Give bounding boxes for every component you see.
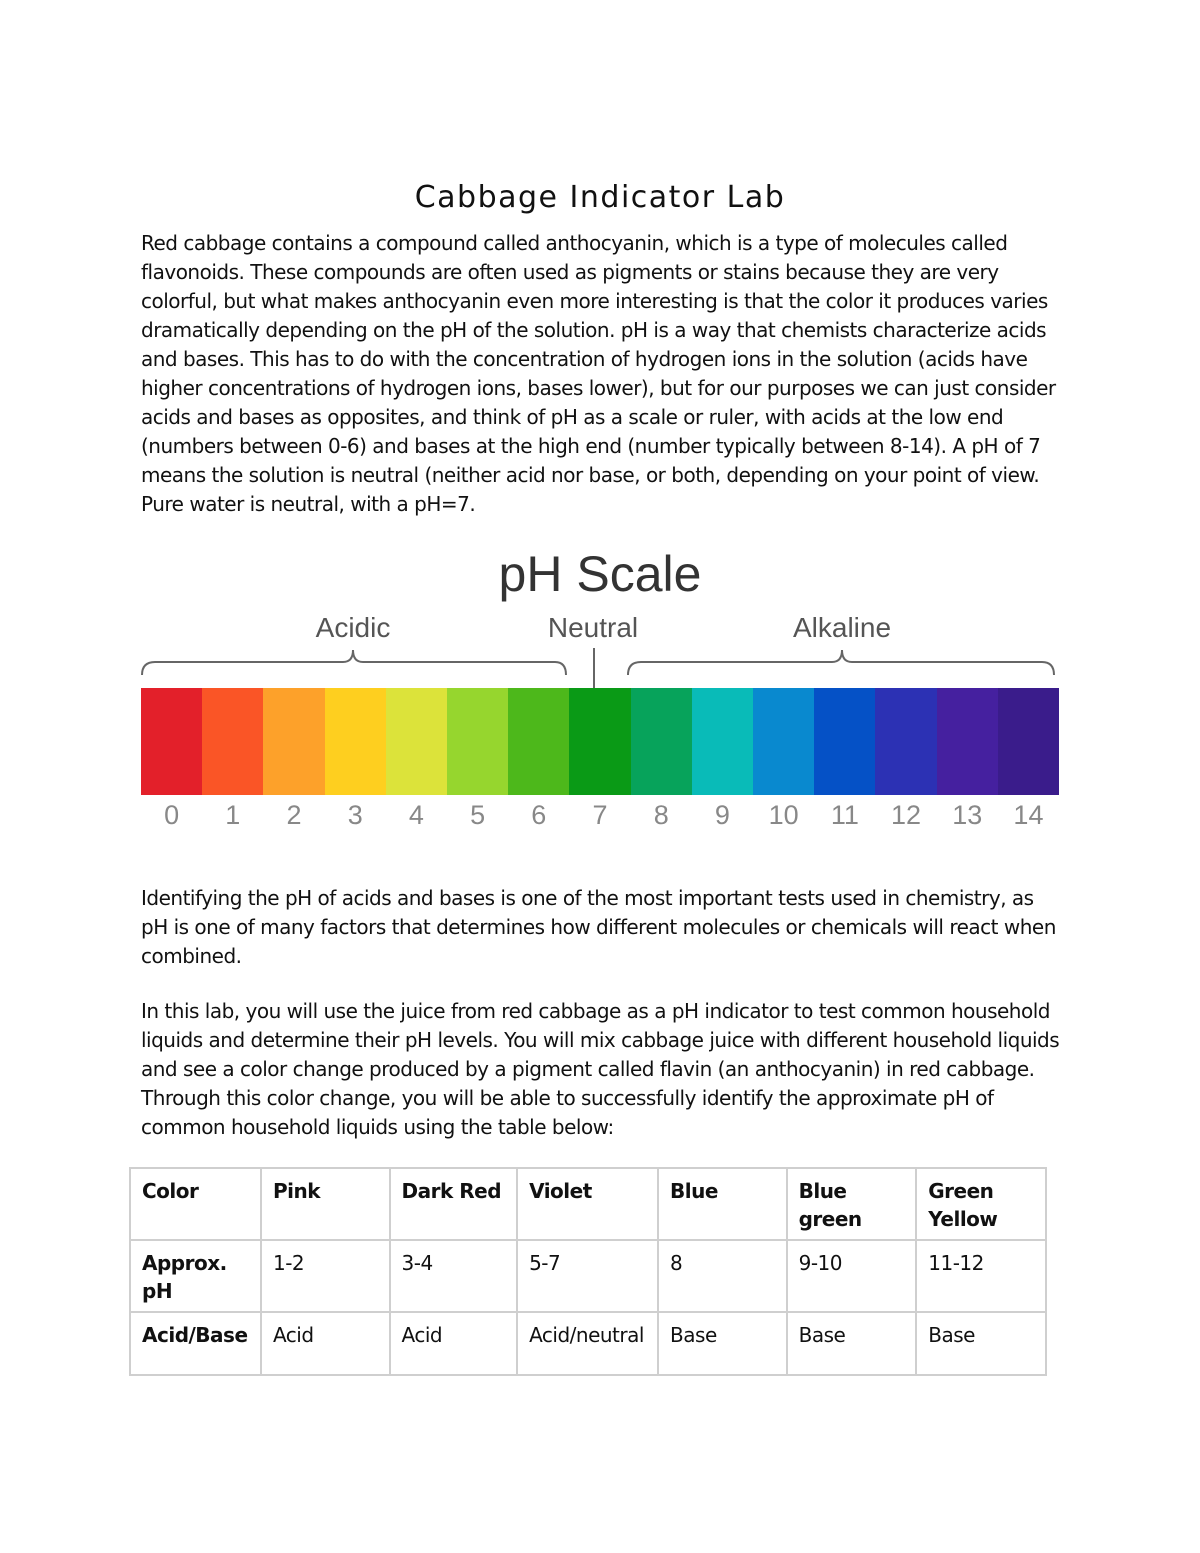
ph-segment <box>386 688 447 795</box>
ph-segment <box>508 688 569 795</box>
table-cell: Acid/neutral <box>517 1312 658 1375</box>
acidic-label: Acidic <box>315 612 391 643</box>
ph-tick-label: 5 <box>470 800 486 830</box>
ph-tick-label: 2 <box>286 800 302 830</box>
table-cell: 1-2 <box>261 1240 390 1312</box>
table-cell: Dark Red <box>390 1168 518 1240</box>
indicator-table <box>129 1167 1047 1376</box>
table-cell: Acid <box>261 1312 390 1375</box>
table-cell: Acid <box>390 1312 518 1375</box>
ph-segment <box>325 688 386 795</box>
intro-paragraph: Red cabbage contains a compound called anthocyanin, which is a type of molecules called flavonoids. These compounds are often used as pigments or stains because they are very colorful, but what makes anthocyanin even more interesting is that the color it produces varies dramatically depending on the pH of the solution. pH is a way that chemists characterize acids and bases. This has to do with the concentration of hydrogen ions in the solution (acids have higher concentrations of hydrogen ions, bases lower), but for our purposes we can just consider acids and bases as opposites, and think of pH as a scale or ruler, with acids at the low end (numbers between 0-6) and bases at the high end (number typically between 8-14). A pH of 7 means the solution is neutral (neither acid nor base, or both, depending on your point of view. Pure water is neutral, with a pH=7. <box>141 231 1056 516</box>
ph-segment <box>202 688 263 795</box>
ph-segment <box>631 688 692 795</box>
table-cell: Base <box>787 1312 917 1375</box>
table-cell: 11-12 <box>916 1240 1046 1312</box>
alkaline-brace <box>628 650 1054 675</box>
neutral-label: Neutral <box>547 612 639 643</box>
ph-tick-label: 6 <box>531 800 547 830</box>
ph-segment <box>692 688 753 795</box>
page-title: Cabbage Indicator Lab <box>414 180 786 216</box>
table-cell: Pink <box>261 1168 390 1240</box>
ph-tick-label: 7 <box>592 800 608 830</box>
ph-segment <box>263 688 324 795</box>
range-braces <box>130 540 1070 690</box>
ph-tick-labels <box>141 795 1059 835</box>
table-cell: Violet <box>517 1168 658 1240</box>
ph-tick-label: 0 <box>164 800 180 830</box>
ph-color-bar <box>141 688 1059 795</box>
table-row-header: Color <box>130 1168 261 1240</box>
table-cell: Blue green <box>787 1168 917 1240</box>
ph-segment <box>937 688 998 795</box>
table-row <box>130 1168 1046 1240</box>
ph-scale-figure <box>130 540 1070 840</box>
table-row-header: Acid/Base <box>130 1312 261 1375</box>
alkaline-label: Alkaline <box>792 612 892 643</box>
ph-tick-label: 14 <box>1013 800 1044 830</box>
table-cell: Base <box>658 1312 787 1375</box>
ph-segment <box>998 688 1059 795</box>
ph-segment <box>814 688 875 795</box>
table-cell: Base <box>916 1312 1046 1375</box>
table-cell: 3-4 <box>390 1240 518 1312</box>
ph-tick-label: 8 <box>653 800 669 830</box>
ph-tick-label: 3 <box>347 800 363 830</box>
table-cell: Blue <box>658 1168 787 1240</box>
ph-segment <box>569 688 630 795</box>
ph-tick-label: 4 <box>408 800 424 830</box>
ph-tick-label: 13 <box>952 800 983 830</box>
ph-tick-label: 1 <box>225 800 241 830</box>
table-cell: Green Yellow <box>916 1168 1046 1240</box>
ph-segment <box>141 688 202 795</box>
ph-tick-label: 9 <box>714 800 730 830</box>
ph-segment <box>875 688 936 795</box>
ph-segment <box>753 688 814 795</box>
table-row <box>130 1312 1046 1375</box>
ph-tick-label: 12 <box>891 800 922 830</box>
table-row-header: Approx. pH <box>130 1240 261 1312</box>
table-cell: 9-10 <box>787 1240 917 1312</box>
body-paragraph-3: In this lab, you will use the juice from red cabbage as a pH indicator to test common household liquids and determine their pH levels. You will mix cabbage juice with different household liquids and see a color change produced by a pigment called flavin (an anthocyanin) in red cabbage. Through this color change, you will be able to successfully identify the approximate pH of common household liquids using the table below: <box>141 999 1060 1139</box>
body-paragraph-2: Identifying the pH of acids and bases is one of the most important tests used in chemistry, as pH is one of many factors that determines how different molecules or chemicals will react when combined. <box>141 886 1056 968</box>
ph-segment <box>447 688 508 795</box>
table-cell: 5-7 <box>517 1240 658 1312</box>
table-row <box>130 1240 1046 1312</box>
table-cell: 8 <box>658 1240 787 1312</box>
ph-scale-title: pH Scale <box>498 546 702 602</box>
ph-tick-label: 11 <box>830 800 859 830</box>
acidic-brace <box>142 650 566 675</box>
ph-tick-label: 10 <box>768 800 799 830</box>
